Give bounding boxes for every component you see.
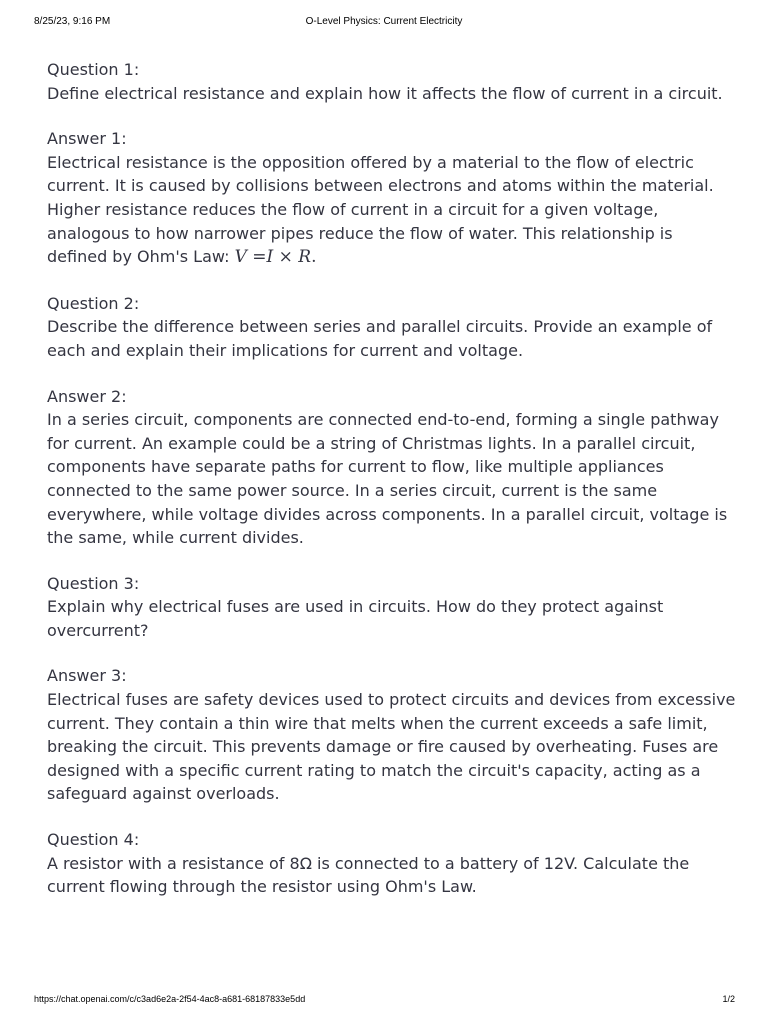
answer-block <box>47 127 737 270</box>
question-block <box>47 58 737 105</box>
print-url: https://chat.openai.com/c/c3ad6e2a-2f54-4ac8-a681-68187833e5dd <box>34 994 306 1004</box>
question-text: Explain why electrical fuses are used in circuits. How do they protect against overcurrent? <box>47 597 664 640</box>
answer-text: Electrical fuses are safety devices used to protect circuits and devices from excessive current. They contain a thin wire that melts when the current exceeds a safe limit, breaking the circuit. This prevents damage or fire caused by overheating. Fuses are designed with a specific current rating to match the circuit's capacity, acting as a safeguard against overloads. <box>47 690 736 804</box>
formula-v: V <box>234 247 247 268</box>
question-label: Question 3: <box>47 573 140 593</box>
print-title: O-Level Physics: Current Electricity <box>305 16 463 27</box>
question-text: Define electrical resistance and explain how it affects the flow of current in a circuit. <box>47 83 723 103</box>
formula-equals: = <box>252 247 267 268</box>
question-block <box>47 292 737 363</box>
ohms-law-formula <box>235 247 317 267</box>
question-label: Question 2: <box>47 293 140 313</box>
answer-text: In a series circuit, components are connected end-to-end, forming a single pathway for current. An example could be a string of Christmas lights. In a parallel circuit, components have separate paths for current to flow, like multiple appliances connected to the same power source. In a series circuit, current is the same everywhere, while voltage divides across components. In a parallel circuit, voltage is the same, while current divides. <box>47 410 728 548</box>
answer-block <box>47 385 737 550</box>
question-label: Question 4: <box>47 830 140 850</box>
question-text: Describe the difference between series and parallel circuits. Provide an example of each and explain their implications for current and voltage. <box>47 317 713 360</box>
question-label: Question 1: <box>47 60 140 79</box>
page-number: 1/2 <box>722 994 735 1004</box>
answer-label: Answer 3: <box>47 666 127 686</box>
question-text: A resistor with a resistance of 8Ω is connected to a battery of 12V. Calculate the current flowing through the resistor using Ohm's Law. <box>47 853 690 897</box>
answer-block <box>47 664 737 806</box>
answer-label: Answer 1: <box>47 129 127 149</box>
answer-text: Electrical resistance is the opposition offered by a material to the flow of electric current. It is caused by collisions between electrons and atoms within the material. Higher resistance reduces the flow of current in a circuit for a given voltage, analogous to how narrower pipes reduce the flow of water. This relationship is defined by Ohm's Law: <box>47 152 714 267</box>
formula-times: × <box>278 247 293 268</box>
conversation-content <box>47 58 737 921</box>
formula-r: R <box>298 247 312 268</box>
question-block <box>47 572 737 643</box>
answer-label: Answer 2: <box>47 386 127 406</box>
print-datetime: 8/25/23, 9:16 PM <box>34 16 111 27</box>
question-block <box>47 828 737 899</box>
formula-period: . <box>311 247 317 268</box>
answer-text-wrapper <box>47 151 737 270</box>
formula-i: I <box>266 247 274 268</box>
